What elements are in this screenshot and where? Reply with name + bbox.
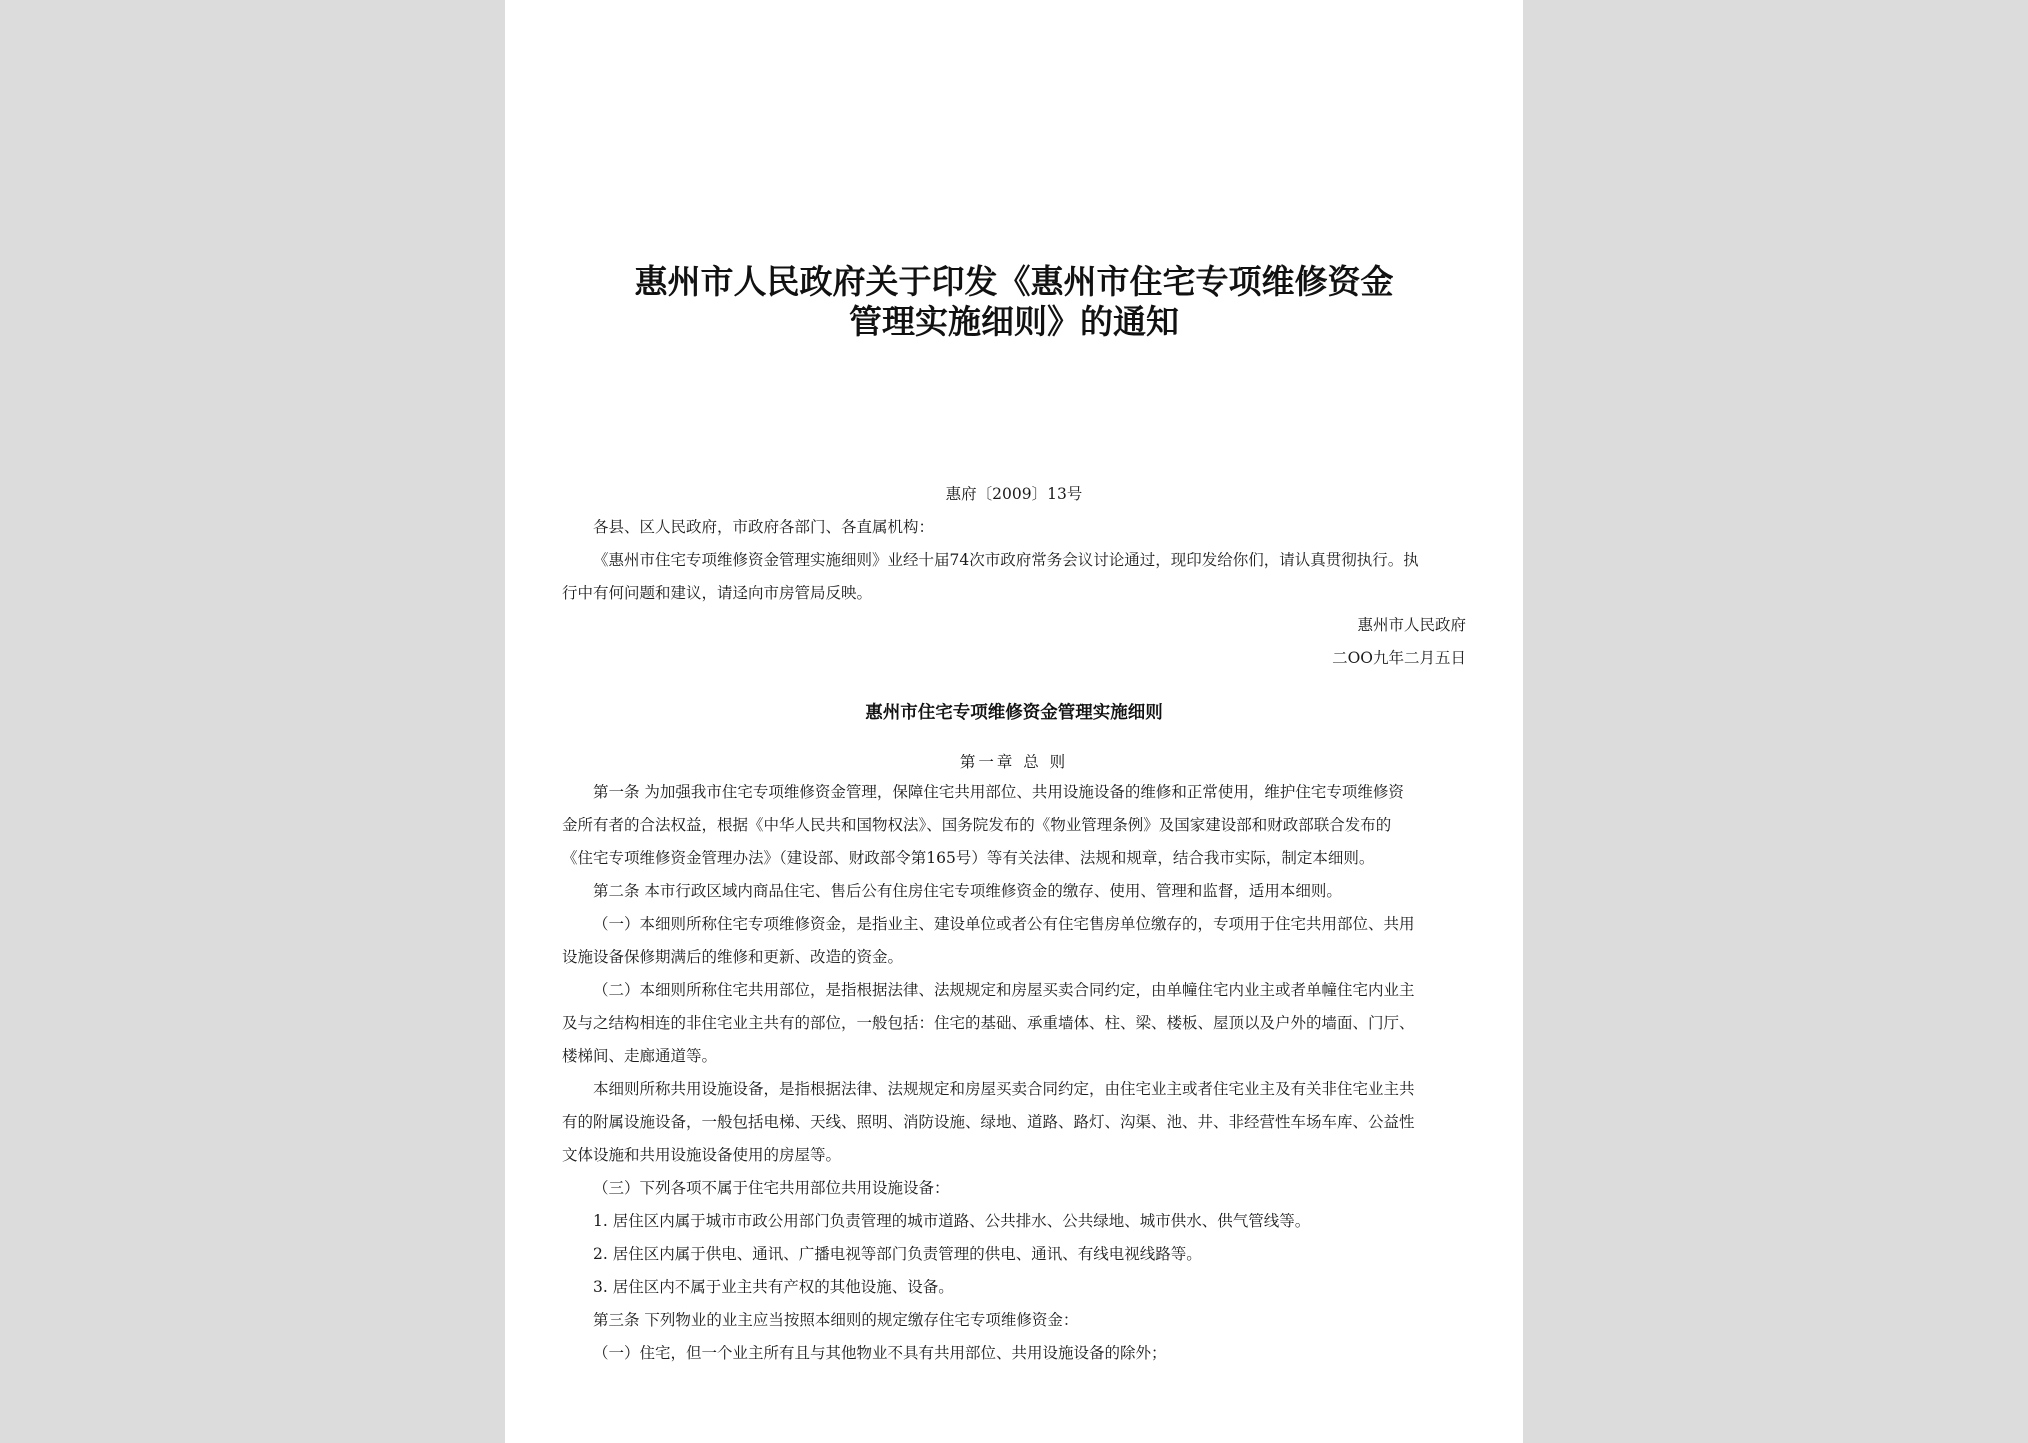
rules-line: （三）下列各项不属于住宅共用部位共用设施设备： (593, 1179, 950, 1197)
rules-line: 第一条 为加强我市住宅专项维修资金管理，保障住宅共用部位、共用设施设备的维修和正常使用，维护住宅专项维修资 (593, 783, 1404, 801)
rules-line: 设施设备保修期满后的维修和更新、改造的资金。 (562, 948, 904, 966)
rules-line: 金所有者的合法权益，根据《中华人民共和国物权法》、国务院发布的《物业管理条例》及国家建设部和财政部联合发布的 (562, 816, 1392, 834)
notice-body-line-1: 《惠州市住宅专项维修资金管理实施细则》业经十届74次市政府常务会议讨论通过，现印发给你们，请认真贯彻执行。执 (593, 551, 1419, 569)
rules-line: 楼梯间、走廊通道等。 (562, 1047, 718, 1065)
rules-line: （一）住宅，但一个业主所有且与其他物业不具有共用部位、共用设施设备的除外； (593, 1344, 1167, 1362)
rules-line: （一）本细则所称住宅专项维修资金，是指业主、建设单位或者公有住宅售房单位缴存的，专项用于住宅共用部位、共用 (593, 915, 1415, 933)
rules-line: （二）本细则所称住宅共用部位，是指根据法律、法规规定和房屋买卖合同约定，由单幢住宅内业主或者单幢住宅内业主 (593, 981, 1415, 999)
rules-line: 2. 居住区内属于供电、通讯、广播电视等部门负责管理的供电、通讯、有线电视线路等。 (593, 1245, 1202, 1263)
notice-title-line-2: 管理实施细则》的通知 (849, 302, 1179, 341)
notice-body-line-2: 行中有何问题和建议，请迳向市房管局反映。 (562, 584, 873, 602)
document-number: 惠府〔2009〕13号 (945, 485, 1083, 503)
notice-title (505, 262, 1523, 342)
rules-line: 本细则所称共用设施设备，是指根据法律、法规规定和房屋买卖合同约定，由住宅业主或者住宅业主及有关非住宅业主共 (593, 1080, 1415, 1098)
rules-line: 及与之结构相连的非住宅业主共有的部位，一般包括：住宅的基础、承重墙体、柱、梁、楼板、屋顶以及户外的墙面、门厅、 (562, 1014, 1415, 1032)
rules-line: 有的附属设施设备，一般包括电梯、天线、照明、消防设施、绿地、道路、路灯、沟渠、池、井、非经营性车场车库、公益性 (562, 1113, 1415, 1131)
rules-line: 第二条 本市行政区域内商品住宅、售后公有住房住宅专项维修资金的缴存、使用、管理和监督，适用本细则。 (593, 882, 1342, 900)
rules-line: 第三条 下列物业的业主应当按照本细则的规定缴存住宅专项维修资金： (593, 1311, 1079, 1329)
rules-line: 1. 居住区内属于城市市政公用部门负责管理的城市道路、公共排水、公共绿地、城市供水、供气管线等。 (593, 1212, 1311, 1230)
chapter-heading: 第一章 总 则 (959, 753, 1069, 771)
signature: 惠州市人民政府 (1357, 616, 1466, 634)
rules-line: 3. 居住区内不属于业主共有产权的其他设施、设备。 (593, 1278, 954, 1296)
rules-line: 《住宅专项维修资金管理办法》（建设部、财政部令第165号）等有关法律、法规和规章，结合我市实际，制定本细则。 (562, 849, 1375, 867)
rules-title: 惠州市住宅专项维修资金管理实施细则 (865, 703, 1163, 723)
rules-line: 文体设施和共用设施设备使用的房屋等。 (562, 1146, 842, 1164)
notice-title-line-1: 惠州市人民政府关于印发《惠州市住宅专项维修资金 (634, 262, 1394, 301)
document-page (505, 0, 1523, 1443)
issue-date: 二OO九年二月五日 (1332, 649, 1466, 667)
addressee: 各县、区人民政府，市政府各部门、各直属机构： (593, 518, 935, 536)
